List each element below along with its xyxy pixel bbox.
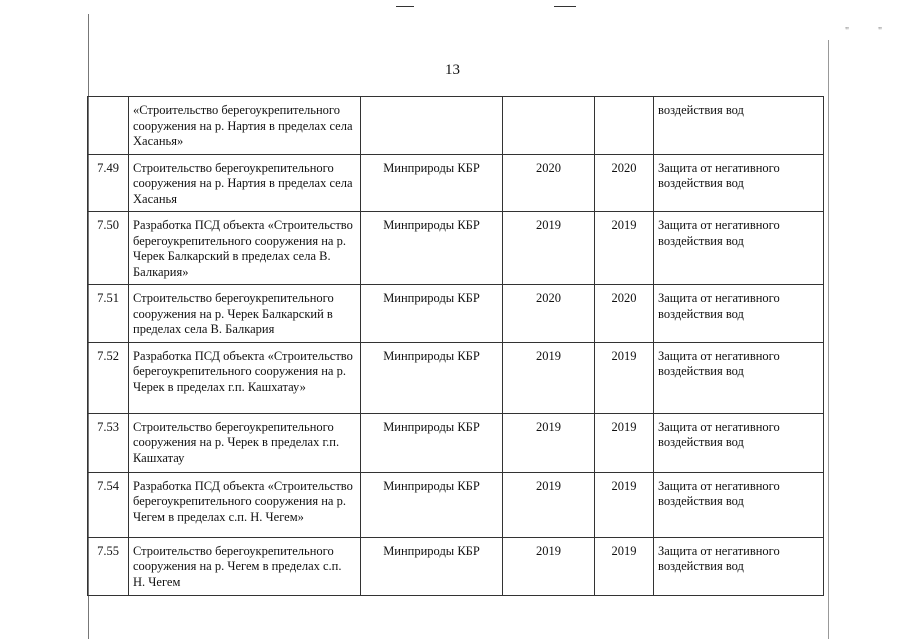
scan-mark-2: " [878,26,883,37]
table-body [88,97,824,596]
measure-name: Строительство берегоукрепительного сооружения на р. Черек в пределах г.п. Кашхатау [129,413,361,472]
executor: Минприроды КБР [361,285,503,343]
table-row [88,472,824,537]
start-year: 2020 [503,154,595,212]
goal: Защита от негативного воздействия вод [654,413,824,472]
measure-name: Разработка ПСД объекта «Строительство берегоукрепительного сооружения на р. Чегем в пределах с.п. Н. Чегем» [129,472,361,537]
table-row [88,154,824,212]
table-row [88,342,824,413]
start-year: 2019 [503,413,595,472]
row-number: 7.49 [88,154,129,212]
start-year: 2019 [503,537,595,595]
end-year: 2019 [595,342,654,413]
end-year: 2019 [595,413,654,472]
end-year: 2019 [595,472,654,537]
end-year: 2020 [595,154,654,212]
executor: Минприроды КБР [361,537,503,595]
measure-name: Разработка ПСД объекта «Строительство берегоукрепительного сооружения на р. Черек в пределах г.п. Кашхатау» [129,342,361,413]
start-year: 2020 [503,285,595,343]
start-year: 2019 [503,472,595,537]
row-number: 7.54 [88,472,129,537]
measure-name: Разработка ПСД объекта «Строительство берегоукрепительного сооружения на р. Черек Балкарский в пределах села В. Балкария» [129,212,361,285]
row-number: 7.53 [88,413,129,472]
table-row [88,413,824,472]
goal: Защита от негативного воздействия вод [654,212,824,285]
end-year [595,97,654,155]
start-year: 2019 [503,342,595,413]
scan-top-dash-left [396,6,414,7]
scan-right-margin-line [828,40,829,639]
row-number [88,97,129,155]
goal: Защита от негативного воздействия вод [654,537,824,595]
row-number: 7.51 [88,285,129,343]
row-number: 7.55 [88,537,129,595]
executor: Минприроды КБР [361,472,503,537]
goal: Защита от негативного воздействия вод [654,285,824,343]
table-row [88,212,824,285]
measure-name: Строительство берегоукрепительного сооружения на р. Чегем в пределах с.п. Н. Чегем [129,537,361,595]
start-year: 2019 [503,212,595,285]
table-row [88,97,824,155]
measure-name: Строительство берегоукрепительного сооружения на р. Черек Балкарский в пределах села В. Балкария [129,285,361,343]
scan-top-dash-right [554,6,576,7]
table-row [88,537,824,595]
goal: воздействия вод [654,97,824,155]
page-number: 13 [445,62,460,78]
executor: Минприроды КБР [361,212,503,285]
end-year: 2019 [595,537,654,595]
end-year: 2019 [595,212,654,285]
executor [361,97,503,155]
start-year [503,97,595,155]
scan-mark-1: " [845,26,850,37]
row-number: 7.52 [88,342,129,413]
measures-table [87,96,824,596]
goal: Защита от негативного воздействия вод [654,154,824,212]
measure-name: Строительство берегоукрепительного сооружения на р. Нартия в пределах села Хасанья [129,154,361,212]
row-number: 7.50 [88,212,129,285]
executor: Минприроды КБР [361,413,503,472]
executor: Минприроды КБР [361,342,503,413]
goal: Защита от негативного воздействия вод [654,342,824,413]
measure-name: «Строительство берегоукрепительного сооружения на р. Нартия в пределах села Хасанья» [129,97,361,155]
end-year: 2020 [595,285,654,343]
table-row [88,285,824,343]
executor: Минприроды КБР [361,154,503,212]
goal: Защита от негативного воздействия вод [654,472,824,537]
